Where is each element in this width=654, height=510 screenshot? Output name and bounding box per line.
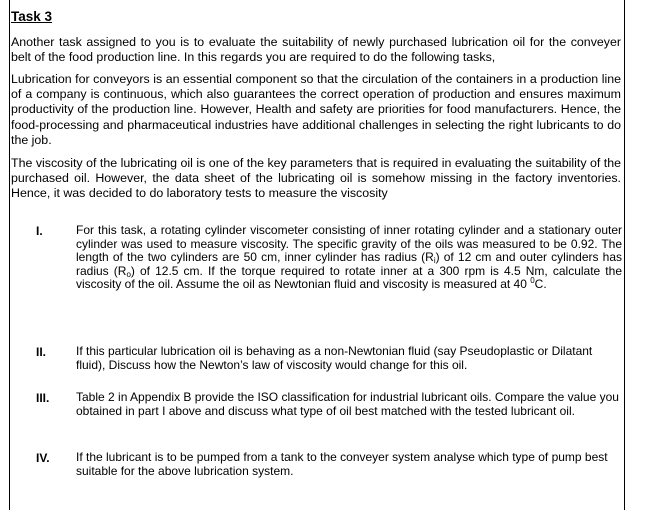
context-paragraph: Lubrication for conveyors is an essential component so that the circulation of the containers in a production line of a company is continuous, which also guarantees the correct operation of production and ensures maximum productivity of the production line. However, Health and safety are priorities for food manufacturers. Hence, the food-processing and pharmaceutical industries have additional challenges in selecting the right lubricants to do the job. [11, 72, 621, 147]
question-text: Table 2 in Appendix B provide the ISO classification for industrial lubricant oils. Compare the value you obtained in part I above and discuss what type of oil best matched with the tested lubricant oil. [76, 390, 619, 418]
question-text: If the lubricant is to be pumped from a tank to the conveyer system analyse which type of pump best suitable for the above lubrication system. [76, 450, 608, 478]
task-title: Task 3 [11, 9, 53, 24]
question-numeral: II. [36, 345, 47, 359]
question-numeral: I. [36, 224, 43, 238]
question-numeral: III. [36, 391, 50, 405]
question-numeral: IV. [36, 451, 50, 465]
question-text: If this particular lubrication oil is behaving as a non-Newtonian fluid (say Pseudoplastic or Dilatant fluid), Discuss how the Newton’s law of viscosity would change for this oil. [76, 344, 593, 372]
viscosity-paragraph: The viscosity of the lubricating oil is one of the key parameters that is required in evaluating the suitability of the purchased oil. However, the data sheet of the lubricating oil is somehow missing in the factory inventories. Hence, it was decided to do laboratory tests to measure the viscosity [11, 156, 621, 201]
question-text: For this task, a rotating cylinder viscometer consisting of inner rotating cylinder and a stationary outer cylinder was used to measure viscosity. The specific gravity of the oils was measured to be 0.92. The length of the two cylinders are 50 cm, inner cylinder has radius $(R_i)$ of 12 cm and outer cylinders has radius $(R_o)$ of 12.5 cm. If the torque required to rotate inner at a 300 rpm is 4.5 Nm, calculate the viscosity of the oil. Assume the oil as Newtonian fluid and viscosity is measured at 40 $^0$C. [76, 223, 622, 292]
intro-paragraph: Another task assigned to you is to evaluate the suitability of newly purchased lubrication oil for the conveyer belt of the food production line. In this regards you are required to do the following tasks, [11, 35, 621, 65]
